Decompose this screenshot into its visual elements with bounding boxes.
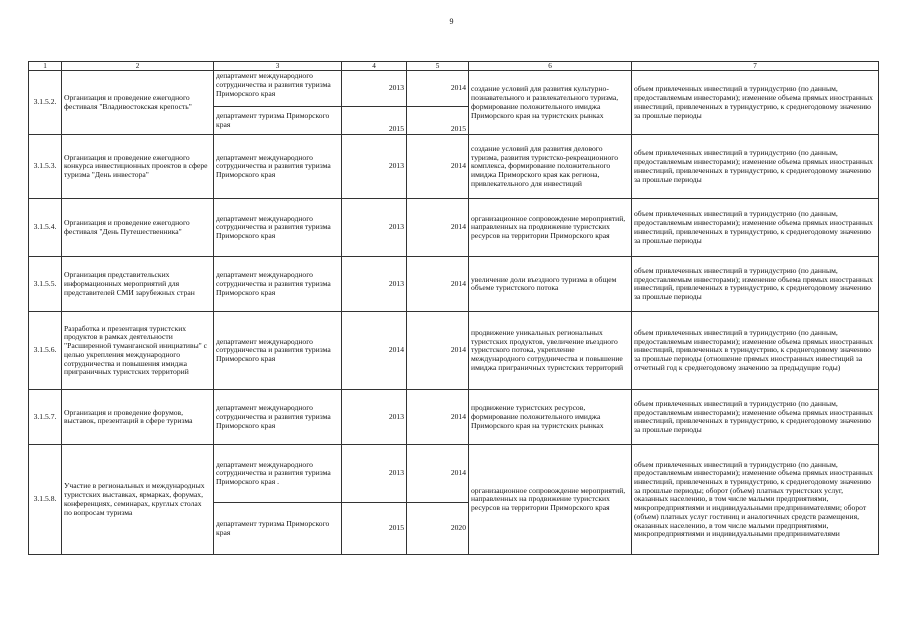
header-cell: 1: [29, 62, 62, 71]
expected-result: организационное сопровождение мероприятий, направленных на продвижение туристских ресурсов на территории Приморского края: [469, 199, 632, 257]
executor: департамент туризма Приморского края: [214, 503, 342, 555]
table-row: [29, 445, 879, 503]
measure-number: 3.1.5.6.: [29, 312, 62, 390]
executor: департамент международного сотрудничества и развития туризма Приморского края: [214, 390, 342, 445]
end-year: 2014: [407, 199, 469, 257]
expected-result: продвижение уникальных региональных туристских продуктов, увеличение въездного туристского потока, укрепление международного сотрудничества и повышение имиджа приграничных туристских территорий: [469, 312, 632, 390]
measure-number: 3.1.5.4.: [29, 199, 62, 257]
indicator: объем привлеченных инвестиций в туриндустрию (по данным, предоставляемым инвесторами); изменение объема прямых иностранных инвестиций, привлеченных в туриндустрию, к среднегодовому значению за прошлые периоды: [632, 71, 879, 135]
expected-result: продвижение туристских ресурсов, формирование положительного имиджа Приморского края на туристских рынках: [469, 390, 632, 445]
measures-table: [28, 61, 879, 555]
start-year: 2014: [342, 312, 407, 390]
end-year: 2014: [407, 257, 469, 312]
measure-number: 3.1.5.8.: [29, 445, 62, 555]
header-cell: 3: [214, 62, 342, 71]
start-year: 2013: [342, 71, 407, 107]
start-year: 2013: [342, 445, 407, 503]
indicator: объем привлеченных инвестиций в туриндустрию (по данным, предоставляемым инвесторами); изменение объема прямых иностранных инвестиций, привлеченных в туриндустрию, к среднегодовому значению за прошлые периоды: [632, 257, 879, 312]
end-year: 2014: [407, 71, 469, 107]
measure-number: 3.1.5.5.: [29, 257, 62, 312]
indicator: объем привлеченных инвестиций в туриндустрию (по данным, предоставляемым инвесторами); изменение объема прямых иностранных инвестиций, привлеченных в туриндустрию, к среднегодовому значению за прошлые периоды; оборот (объем) платных туристских услуг, оказанных населению, в том числе малыми предприятиями, микропредприятиями и индивидуальными предпринимателями; оборот (объем) платных услуг гостиниц и аналогичных средств размещения, оказанных населению, в том числе малыми предприятиями, микропредприятиями и индивидуальными предпринимателями: [632, 445, 879, 555]
executor: департамент международного сотрудничества и развития туризма Приморского края: [214, 135, 342, 199]
measure-name: Участие в региональных и международных туристских выставках, ярмарках, форумах, конференциях, семинарах, круглых столах по вопросам туризма: [62, 445, 214, 555]
start-year: 2013: [342, 199, 407, 257]
measure-name: Организация представительских информационных мероприятий для представителей СМИ зарубежных стран: [62, 257, 214, 312]
start-year: 2013: [342, 135, 407, 199]
start-year: 2013: [342, 390, 407, 445]
start-year: 2013: [342, 257, 407, 312]
indicator: объем привлеченных инвестиций в туриндустрию (по данным, предоставляемым инвесторами); изменение объема прямых иностранных инвестиций, привлеченных в туриндустрию, к среднегодовому значению за прошлые периоды: [632, 199, 879, 257]
indicator: объем привлеченных инвестиций в туриндустрию (по данным, предоставляемым инвесторами); изменение объема прямых иностранных инвестиций, привлеченных в туриндустрию, к среднегодовому значению за прошлые периоды (отношение прямых иностранных инвестиций за отчетный год к среднегодовому значению за предыдущие годы): [632, 312, 879, 390]
table-row: [29, 135, 879, 199]
header-cell: 2: [62, 62, 214, 71]
header-cell: 7: [632, 62, 879, 71]
executor: департамент международного сотрудничества и развития туризма Приморского края .: [214, 445, 342, 503]
end-year: 2014: [407, 390, 469, 445]
measure-name: Организация и проведение форумов, выставок, презентаций в сфере туризма: [62, 390, 214, 445]
table-row: [29, 390, 879, 445]
end-year: 2014: [407, 445, 469, 503]
executor: департамент туризма Приморского края: [214, 107, 342, 135]
measure-name: Организация и проведение ежегодного фестиваля "Владивостокская крепость": [62, 71, 214, 135]
indicator: объем привлеченных инвестиций в туриндустрию (по данным, предоставляемым инвесторами); изменение объема прямых иностранных инвестиций, привлеченных в туриндустрию, к среднегодовому значению за прошлые периоды: [632, 390, 879, 445]
executor: департамент международного сотрудничества и развития туризма Приморского края: [214, 312, 342, 390]
end-year: 2014: [407, 312, 469, 390]
expected-result: создание условий для развития культурно-познавательного и развлекательного туризма, формирование положительного имиджа Приморского края на туристских рынках: [469, 71, 632, 135]
measure-name: Организация и проведение ежегодного конкурса инвестиционных проектов в сфере туризма "День инвестора": [62, 135, 214, 199]
measure-number: 3.1.5.2.: [29, 71, 62, 135]
end-year: 2014: [407, 135, 469, 199]
executor: департамент международного сотрудничества и развития туризма Приморского края: [214, 199, 342, 257]
end-year: 2015: [407, 107, 469, 135]
page-number: 9: [449, 17, 454, 26]
end-year: 2020: [407, 503, 469, 555]
header-cell: 4: [342, 62, 407, 71]
table-row: [29, 199, 879, 257]
header-row: [29, 62, 879, 71]
expected-result: организационное сопровождение мероприятий, направленных на продвижение туристских ресурсов на территории Приморского края: [469, 445, 632, 555]
executor: департамент международного сотрудничества и развития туризма Приморского края: [214, 257, 342, 312]
indicator: объем привлеченных инвестиций в туриндустрию (по данным, предоставляемым инвесторами); изменение объема прямых иностранных инвестиций, привлеченных в туриндустрию, к среднегодовому значению за прошлые периоды: [632, 135, 879, 199]
start-year: 2015: [342, 107, 407, 135]
table-row: [29, 312, 879, 390]
header-cell: 5: [407, 62, 469, 71]
measure-name: Организация и проведение ежегодного фестиваля "День Путешественника": [62, 199, 214, 257]
measure-number: 3.1.5.7.: [29, 390, 62, 445]
expected-result: увеличение доли въездного туризма в общем объеме туристского потока: [469, 257, 632, 312]
table-row: [29, 71, 879, 107]
executor: департамент международного сотрудничества и развития туризма Приморского края: [214, 71, 342, 107]
start-year: 2015: [342, 503, 407, 555]
measure-number: 3.1.5.3.: [29, 135, 62, 199]
measure-name: Разработка и презентация туристских продуктов в рамках деятельности "Расширенной туманганской инициативы" с целью укрепления международного сотрудничества и повышения имиджа приграничных туристских территорий: [62, 312, 214, 390]
table-row: [29, 257, 879, 312]
header-cell: 6: [469, 62, 632, 71]
expected-result: создание условий для развития делового туризма, развития туристско-рекреационного комплекса, формирование положительного имиджа Приморского края как региона, привлекательного для инвестиций: [469, 135, 632, 199]
